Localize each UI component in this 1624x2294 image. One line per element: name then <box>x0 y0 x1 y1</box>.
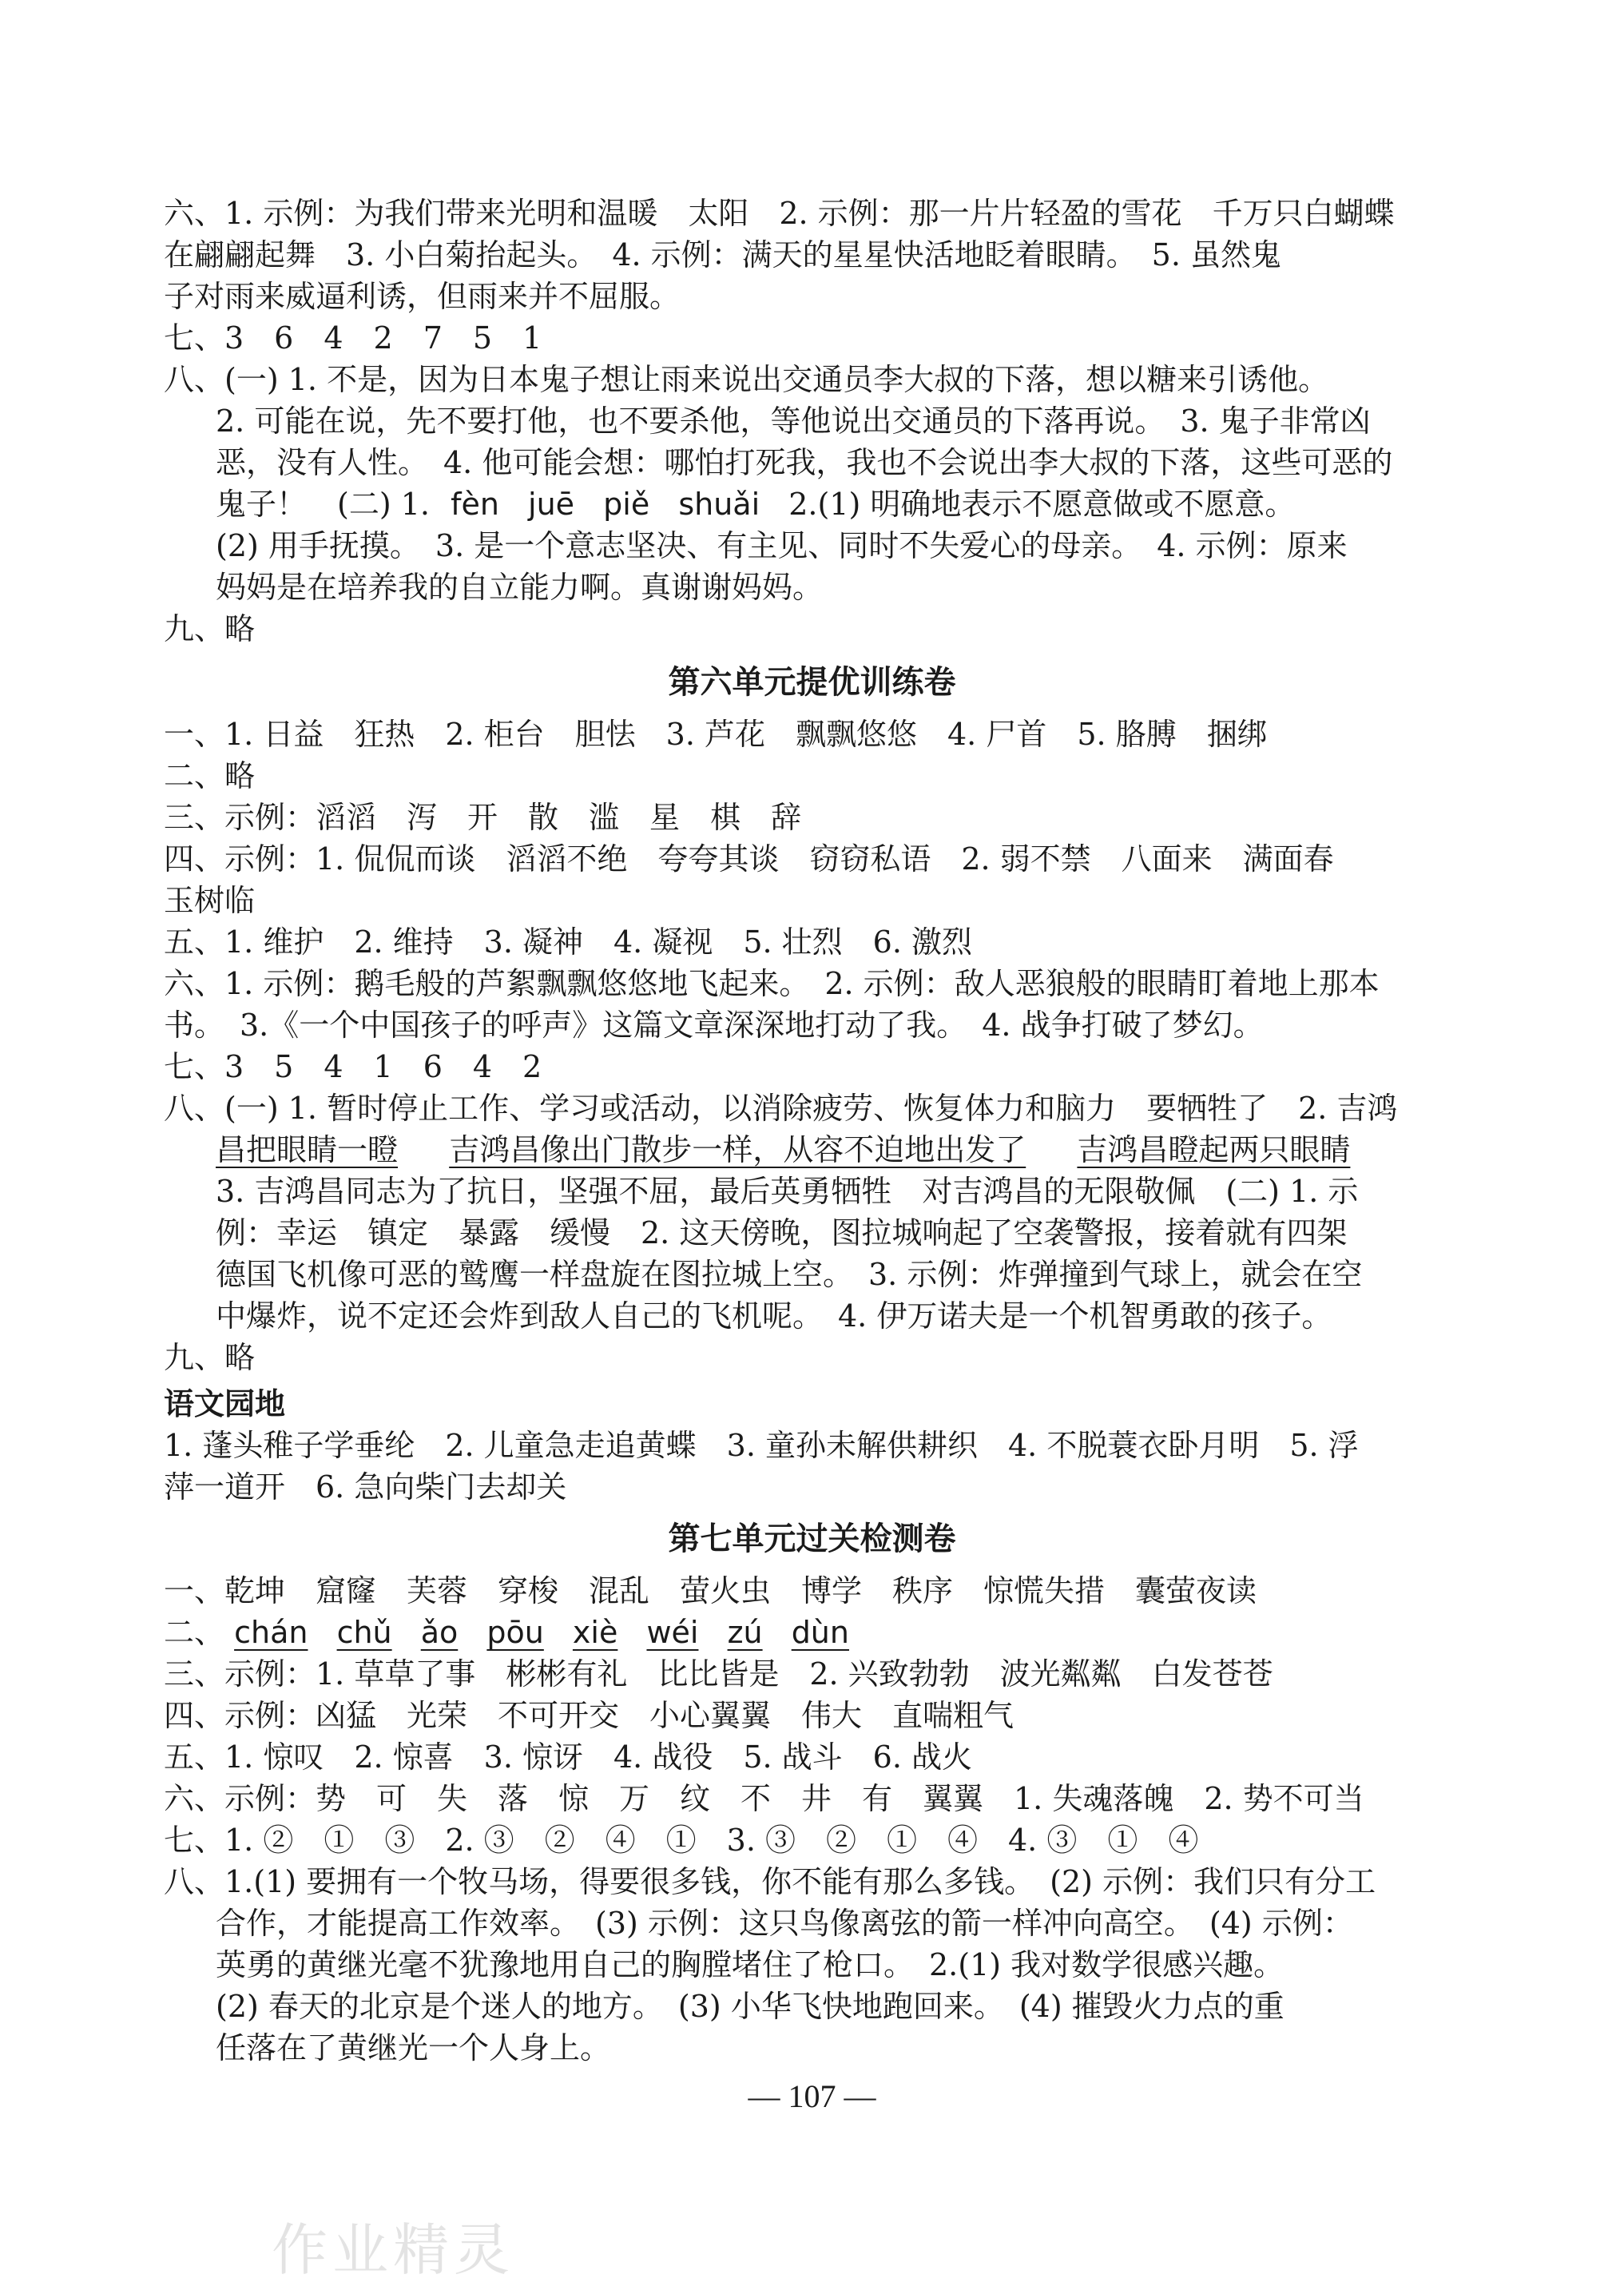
text-line: 在翩翩起舞 3. 小白菊抬起头。 4. 示例：满天的星星快活地眨着眼睛。 5. 虽然鬼 <box>164 237 1282 272</box>
text-line: 1. 蓬头稚子学垂纶 2. 儿童急走追黄蝶 3. 童孙未解供耕织 4. 不脱蓑衣卧月明 5. 浮 <box>164 1428 1359 1463</box>
text-segment: 鬼子！ (二) 1. <box>216 487 430 522</box>
underlined-phrase: 昌把眼睛一瞪 <box>216 1132 399 1167</box>
text-line: 合作，才能提高工作效率。 (3) 示例：这只鸟像离弦的箭一样冲向高空。 (4) 示例： <box>216 1906 1353 1941</box>
text-line: 三、示例：滔滔 泻 开 散 滥 星 棋 辞 <box>164 800 802 835</box>
text-line: 一、1. 日益 狂热 2. 柜台 胆怯 3. 芦花 飘飘悠悠 4. 尸首 5. 胳膊 捆绑 <box>164 717 1268 752</box>
text-line-underlined <box>216 1128 1526 1171</box>
pinyin: xiè <box>572 1615 618 1650</box>
text-line: 恶，没有人性。 4. 他可能会想：哪怕打死我，我也不会说出李大叔的下落，这些可恶的 <box>216 445 1393 480</box>
page-number: — 107 — <box>748 2078 876 2114</box>
pinyin: juē <box>528 487 575 522</box>
text-line: 任落在了黄继光一个人身上。 <box>216 2030 611 2065</box>
text-line: 六、1. 示例：为我们带来光明和温暖 太阳 2. 示例：那一片片轻盈的雪花 千万只白蝴蝶 <box>164 196 1395 231</box>
text-line: 妈妈是在培养我的自立能力啊。真谢谢妈妈。 <box>216 570 824 605</box>
pinyin: pōu <box>486 1615 544 1650</box>
pinyin: fèn <box>451 487 499 522</box>
text-line: 德国飞机像可恶的鹫鹰一样盘旋在图拉城上空。 3. 示例：炸弹撞到气球上，就会在空 <box>216 1257 1363 1292</box>
text-line: 九、略 <box>164 1340 256 1375</box>
underlined-phrase: 吉鸿昌瞪起两只眼睛 <box>1077 1132 1351 1167</box>
text-line: 一、乾坤 窟窿 芙蓉 穿梭 混乱 萤火虫 博学 秩序 惊慌失措 囊萤夜读 <box>164 1573 1257 1608</box>
text-line: 玉树临 <box>164 883 256 918</box>
text-line: (2) 春天的北京是个迷人的地方。 (3) 小华飞快地跑回来。 (4) 摧毁火力点的重 <box>216 1989 1285 2024</box>
text-line: 七、3 6 4 2 7 5 1 <box>164 320 542 356</box>
text-line: 七、1. ② ① ③ 2. ③ ② ④ ① 3. ③ ② ① ④ 4. ③ ① ④ <box>164 1823 1199 1858</box>
text-line: 八、(一) 1. 暂时停止工作、学习或活动，以消除疲劳、恢复体力和脑力 要牺牲了 2. 吉鸿 <box>164 1091 1398 1126</box>
text-line: 六、1. 示例：鹅毛般的芦絮飘飘悠悠地飞起来。 2. 示例：敌人恶狼般的眼睛盯着地上那本 <box>164 966 1380 1001</box>
text-line: 四、示例：凶猛 光荣 不可开交 小心翼翼 伟大 直喘粗气 <box>164 1698 1015 1733</box>
text-line: 四、示例：1. 侃侃而谈 滔滔不绝 夸夸其谈 窃窃私语 2. 弱不禁 八面来 满面春 <box>164 841 1334 877</box>
text-line: 英勇的黄继光毫不犹豫地用自己的胸膛堵住了枪口。 2.(1) 我对数学很感兴趣。 <box>216 1947 1285 1982</box>
pinyin: chǔ <box>336 1615 392 1650</box>
text-line: 三、示例：1. 草草了事 彬彬有礼 比比皆是 2. 兴致勃勃 波光粼粼 白发苍苍 <box>164 1656 1273 1692</box>
text-line: 3. 吉鸿昌同志为了抗日，坚强不屈，最后英勇牺牲 对吉鸿昌的无限敬佩 (二) 1. 示 <box>216 1174 1359 1209</box>
pinyin: zú <box>727 1615 763 1650</box>
section-title: 第六单元提优训练卷 <box>668 664 956 701</box>
watermark: 作业精灵 <box>272 2217 514 2283</box>
pinyin: wéi <box>646 1615 699 1650</box>
text-line: 八、1.(1) 要拥有一个牧马场，得要很多钱，你不能有那么多钱。 (2) 示例：我们只有分工 <box>164 1864 1376 1899</box>
text-line: 九、略 <box>164 611 256 646</box>
text-line: (2) 用手抚摸。 3. 是一个意志坚决、有主见、同时不失爱心的母亲。 4. 示例：原来 <box>216 528 1348 563</box>
text-line: 七、3 5 4 1 6 4 2 <box>164 1049 542 1084</box>
text-line: 例：幸运 镇定 暴露 缓慢 2. 这天傍晚，图拉城响起了空袭警报，接着就有四架 <box>216 1215 1348 1250</box>
pinyin: piě <box>603 487 650 522</box>
subsection-title: 语文园地 <box>164 1386 286 1421</box>
text-line: 六、示例：势 可 失 落 惊 万 纹 不 井 有 翼翼 1. 失魂落魄 2. 势不可当 <box>164 1781 1364 1816</box>
pinyin: dùn <box>791 1615 849 1650</box>
text-line: 子对雨来威逼利诱，但雨来并不屈服。 <box>164 279 681 314</box>
text-line: 中爆炸，说不定还会炸到敌人自己的飞机呢。 4. 伊万诺夫是一个机智勇敢的孩子。 <box>216 1298 1332 1334</box>
text-line-pinyin <box>164 1611 1474 1654</box>
pinyin: shuǎi <box>678 487 760 522</box>
text-line: 五、1. 惊叹 2. 惊喜 3. 惊讶 4. 战役 5. 战斗 6. 战火 <box>164 1739 973 1775</box>
text-line: 2. 可能在说，先不要打他，也不要杀他，等他说出交通员的下落再说。 3. 鬼子非常凶 <box>216 404 1371 439</box>
pinyin: ǎo <box>420 1615 459 1650</box>
text-line-pinyin <box>216 483 1526 526</box>
pinyin: chán <box>234 1615 308 1650</box>
section-title: 第七单元过关检测卷 <box>668 1521 956 1557</box>
text-segment: 二、 <box>164 1615 225 1650</box>
text-line: 二、略 <box>164 758 256 793</box>
underlined-phrase: 吉鸿昌像出门散步一样，从容不迫地出发了 <box>449 1132 1026 1167</box>
text-line: 八、(一) 1. 不是，因为日本鬼子想让雨来说出交通员李大叔的下落，想以糖来引诱他。 <box>164 362 1329 397</box>
text-segment: 2.(1) 明确地表示不愿意做或不愿意。 <box>788 487 1296 522</box>
text-line: 书。 3.《一个中国孩子的呼声》这篇文章深深地打动了我。 4. 战争打破了梦幻。 <box>164 1008 1264 1043</box>
text-line: 萍一道开 6. 急向柴门去却关 <box>164 1469 567 1505</box>
text-line: 五、1. 维护 2. 维持 3. 凝神 4. 凝视 5. 壮烈 6. 激烈 <box>164 924 973 960</box>
